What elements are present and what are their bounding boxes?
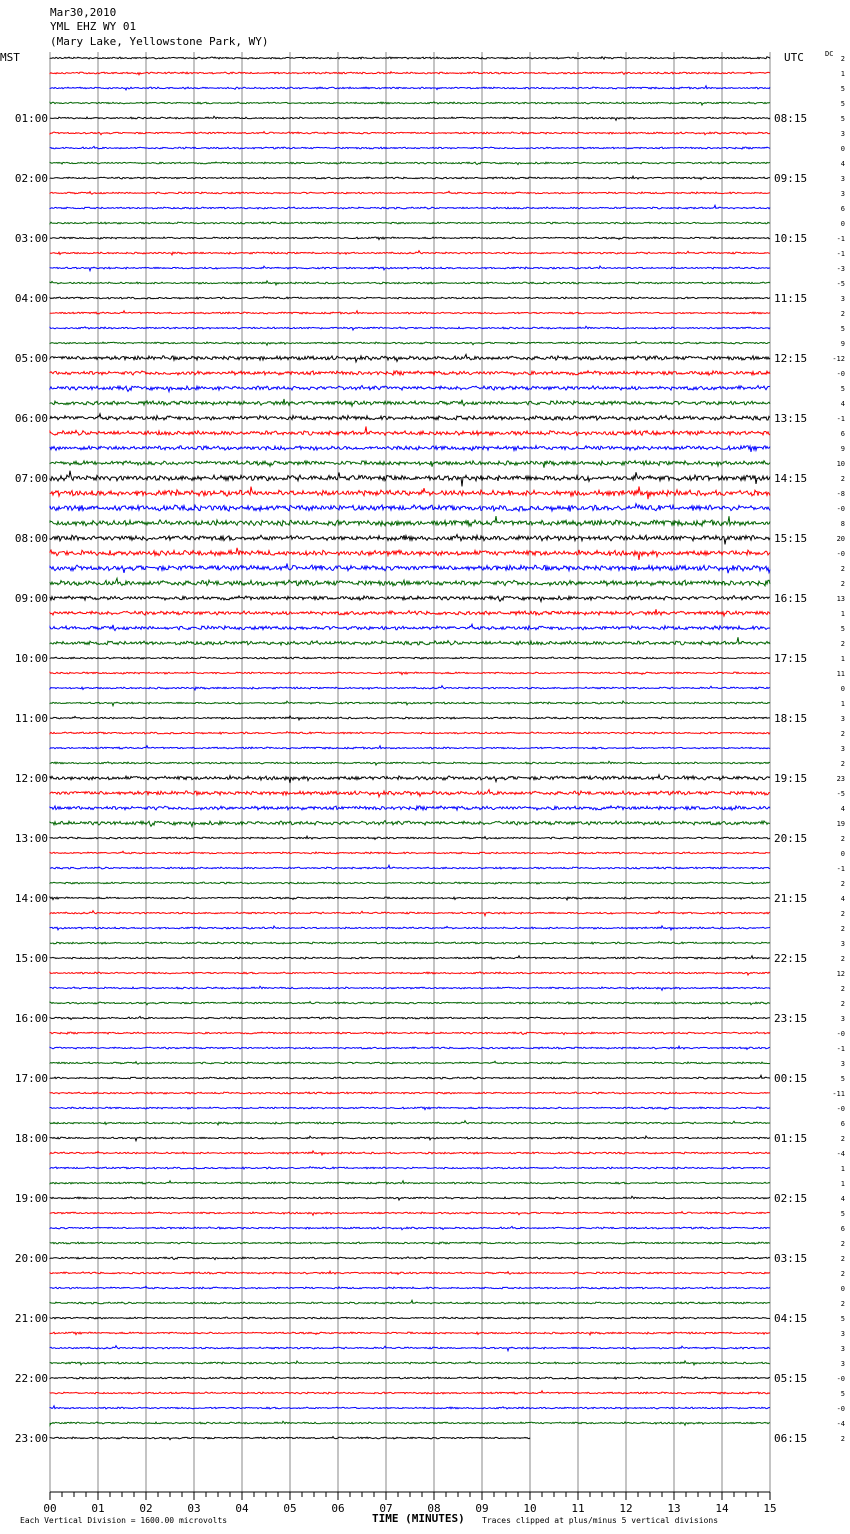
- dc-offset-label: -0: [836, 1105, 845, 1113]
- dc-offset-label: -5: [836, 280, 845, 288]
- trace-line: [50, 516, 770, 526]
- utc-hour-label: 23:15: [774, 1012, 808, 1025]
- trace-line: [50, 1092, 770, 1094]
- dc-offset-label: 2: [840, 880, 845, 888]
- trace-line: [50, 191, 770, 194]
- left-axis-title: MST: [0, 51, 20, 64]
- trace-line: [50, 1107, 770, 1110]
- dc-offset-label: 5: [840, 1210, 845, 1218]
- utc-hour-label: 15:15: [774, 532, 808, 545]
- dc-offset-label: 19: [836, 820, 845, 828]
- dc-offset-label: 11: [836, 670, 845, 678]
- trace-line: [50, 1226, 770, 1229]
- dc-offset-label: 3: [840, 1060, 845, 1068]
- trace-line: [50, 851, 770, 854]
- utc-hour-label: 04:15: [774, 1312, 808, 1325]
- header-location: (Mary Lake, Yellowstone Park, WY): [50, 35, 269, 48]
- utc-hour-label: 22:15: [774, 952, 808, 965]
- dc-offset-label: 2: [840, 925, 845, 933]
- trace-line: [50, 237, 770, 240]
- trace-line: [50, 487, 770, 500]
- dc-offset-labels: [832, 55, 845, 1443]
- utc-hour-label: 19:15: [774, 772, 808, 785]
- dc-offset-label: 3: [840, 190, 845, 198]
- dc-offset-label: 2: [840, 1240, 845, 1248]
- trace-line: [50, 761, 770, 765]
- trace-line: [50, 1046, 770, 1049]
- dc-offset-label: -11: [832, 1090, 845, 1098]
- dc-offset-label: 2: [840, 565, 845, 573]
- trace-line: [50, 1346, 770, 1351]
- trace-line: [50, 806, 770, 810]
- trace-line: [50, 311, 770, 314]
- dc-offset-label: 20: [836, 535, 845, 543]
- trace-line: [50, 775, 770, 783]
- mst-hour-label: 16:00: [14, 1012, 48, 1025]
- dc-offset-label: -4: [836, 1420, 845, 1428]
- trace-line: [50, 1136, 770, 1141]
- utc-hour-label: 05:15: [774, 1372, 808, 1385]
- trace-line: [50, 297, 770, 300]
- dc-offset-label: 3: [840, 1330, 845, 1338]
- dc-offset-label: 1: [840, 700, 845, 708]
- trace-line: [50, 637, 770, 645]
- trace-line: [50, 790, 770, 797]
- x-tick-label: 10: [523, 1502, 537, 1515]
- dc-offset-label: 2: [840, 760, 845, 768]
- dc-offset-label: 1: [840, 610, 845, 618]
- trace-line: [50, 972, 770, 975]
- dc-offset-label: -1: [836, 1045, 845, 1053]
- dc-offset-label: -12: [832, 355, 845, 363]
- trace-line: [50, 326, 770, 330]
- trace-line: [50, 281, 770, 285]
- trace-line: [50, 399, 770, 406]
- dc-offset-label: 2: [840, 1270, 845, 1278]
- dc-offset-label: 3: [840, 1345, 845, 1353]
- dc-offset-label: -0: [836, 370, 845, 378]
- mst-hour-label: 07:00: [14, 472, 48, 485]
- utc-hour-labels: [774, 112, 807, 1445]
- trace-line: [50, 1032, 770, 1035]
- dc-offset-label: 3: [840, 940, 845, 948]
- dc-offset-label: 2: [840, 955, 845, 963]
- trace-line: [50, 176, 770, 179]
- footer-scale-note: Each Vertical Division = 1600.00 microvolts: [20, 1516, 228, 1525]
- dc-offset-label: 2: [840, 835, 845, 843]
- dc-offset-label: 12: [836, 970, 845, 978]
- dc-offset-label: 2: [840, 910, 845, 918]
- utc-hour-label: 03:15: [774, 1252, 808, 1265]
- x-tick-label: 09: [475, 1502, 489, 1515]
- x-tick-label: 11: [571, 1502, 585, 1515]
- utc-hour-label: 08:15: [774, 112, 808, 125]
- mst-hour-label: 22:00: [14, 1372, 48, 1385]
- trace-line: [50, 354, 770, 362]
- dc-offset-label: 3: [840, 175, 845, 183]
- trace-line: [50, 564, 770, 574]
- trace-line: [50, 414, 770, 420]
- trace-line: [50, 1332, 770, 1335]
- dc-offset-label: 5: [840, 1315, 845, 1323]
- trace-line: [50, 882, 770, 884]
- mst-hour-label: 15:00: [14, 952, 48, 965]
- mst-hour-label: 21:00: [14, 1312, 48, 1325]
- trace-line: [50, 205, 770, 209]
- trace-line: [50, 1181, 770, 1184]
- dc-offset-label: 2: [840, 1000, 845, 1008]
- dc-offset-label: 2: [840, 310, 845, 318]
- dc-offset-label: 3: [840, 130, 845, 138]
- dc-offset-label: 5: [840, 1390, 845, 1398]
- trace-line: [50, 1121, 770, 1125]
- header-station: YML EHZ WY 01: [50, 20, 137, 33]
- trace-line: [50, 911, 770, 916]
- dc-offset-label: -0: [836, 1030, 845, 1038]
- dc-offset-label: 3: [840, 295, 845, 303]
- trace-line: [50, 1257, 770, 1260]
- mst-hour-label: 03:00: [14, 232, 48, 245]
- dc-offset-label: -0: [836, 1375, 845, 1383]
- dc-offset-label: 23: [836, 775, 845, 783]
- x-tick-label: 03: [187, 1502, 201, 1515]
- trace-line: [50, 1406, 770, 1409]
- utc-hour-label: 14:15: [774, 472, 808, 485]
- mst-hour-label: 06:00: [14, 412, 48, 425]
- trace-line: [50, 116, 770, 120]
- trace-line: [50, 1391, 770, 1394]
- dc-offset-label: -1: [836, 415, 845, 423]
- trace-line: [50, 897, 770, 900]
- mst-hour-label: 17:00: [14, 1072, 48, 1085]
- trace-line: [50, 427, 770, 436]
- dc-offset-label: 2: [840, 55, 845, 63]
- trace-line: [50, 1167, 770, 1170]
- x-tick-label: 14: [715, 1502, 729, 1515]
- dc-offset-label: 5: [840, 100, 845, 108]
- dc-offset-label: 5: [840, 115, 845, 123]
- trace-line: [50, 386, 770, 392]
- trace-line: [50, 57, 770, 59]
- dc-offset-label: 2: [840, 1435, 845, 1443]
- dc-offset-label: 4: [840, 400, 845, 408]
- dc-offset-label: 2: [840, 475, 845, 483]
- x-tick-label: 06: [331, 1502, 345, 1515]
- trace-line: [50, 251, 770, 255]
- trace-line: [50, 162, 770, 165]
- dc-offset-label: 5: [840, 385, 845, 393]
- dc-offset-label: -1: [836, 865, 845, 873]
- utc-hour-label: 09:15: [774, 172, 808, 185]
- mst-hour-label: 20:00: [14, 1252, 48, 1265]
- x-tick-label: 07: [379, 1502, 393, 1515]
- dc-offset-label: 2: [840, 985, 845, 993]
- dc-offset-label: -3: [836, 265, 845, 273]
- dc-offset-label: 10: [836, 460, 845, 468]
- footer-clip-note: Traces clipped at plus/minus 5 vertical divisions: [482, 1516, 719, 1525]
- dc-offset-label: 1: [840, 1165, 845, 1173]
- utc-hour-label: 12:15: [774, 352, 808, 365]
- mst-hour-label: 14:00: [14, 892, 48, 905]
- trace-line: [50, 72, 770, 75]
- x-tick-label: 05: [283, 1502, 297, 1515]
- utc-hour-label: 02:15: [774, 1192, 808, 1205]
- dc-offset-label: 0: [840, 850, 845, 858]
- dc-offset-label: 5: [840, 85, 845, 93]
- trace-line: [50, 222, 770, 224]
- utc-hour-label: 10:15: [774, 232, 808, 245]
- dc-offset-label: 13: [836, 595, 845, 603]
- mst-hour-label: 09:00: [14, 592, 48, 605]
- trace-line: [50, 865, 770, 869]
- mst-hour-label: 18:00: [14, 1132, 48, 1145]
- mst-hour-label: 23:00: [14, 1432, 48, 1445]
- dc-offset-label: 1: [840, 70, 845, 78]
- trace-line: [50, 624, 770, 630]
- mst-hour-label: 08:00: [14, 532, 48, 545]
- trace-line: [50, 132, 770, 135]
- trace-line: [50, 1361, 770, 1365]
- dc-offset-label: 3: [840, 745, 845, 753]
- trace-line: [50, 672, 770, 675]
- utc-hour-label: 01:15: [774, 1132, 808, 1145]
- mst-hour-label: 12:00: [14, 772, 48, 785]
- trace-line: [50, 446, 770, 452]
- trace-line: [50, 342, 770, 346]
- dc-offset-label: 2: [840, 640, 845, 648]
- utc-hour-label: 16:15: [774, 592, 808, 605]
- dc-offset-label: -4: [836, 1150, 845, 1158]
- trace-line: [50, 1075, 770, 1079]
- trace-line: [50, 1300, 770, 1304]
- x-tick-label: 02: [139, 1502, 153, 1515]
- trace-line: [50, 371, 770, 375]
- x-tick-label: 04: [235, 1502, 249, 1515]
- dc-offset-label: -0: [836, 1405, 845, 1413]
- dc-offset-label: 8: [840, 520, 845, 528]
- trace-line: [50, 266, 770, 271]
- trace-line: [50, 1061, 770, 1064]
- trace-line: [50, 1286, 770, 1289]
- trace-line: [50, 578, 770, 586]
- x-tick-label: 12: [619, 1502, 633, 1515]
- mst-hour-label: 02:00: [14, 172, 48, 185]
- dc-offset-label: 9: [840, 340, 845, 348]
- trace-line: [50, 1196, 770, 1200]
- trace-line: [50, 956, 770, 959]
- trace-line: [50, 1317, 770, 1319]
- trace-line: [50, 86, 770, 90]
- mst-hour-label: 19:00: [14, 1192, 48, 1205]
- mst-hour-label: 11:00: [14, 712, 48, 725]
- mst-hour-label: 05:00: [14, 352, 48, 365]
- dc-offset-label: 9: [840, 445, 845, 453]
- x-tick-label: 08: [427, 1502, 441, 1515]
- dc-offset-label: 5: [840, 325, 845, 333]
- dc-offset-label: 2: [840, 580, 845, 588]
- dc-offset-label: -8: [836, 490, 845, 498]
- trace-line: [50, 1421, 770, 1425]
- trace-line: [50, 471, 770, 487]
- dc-offset-label: 4: [840, 895, 845, 903]
- trace-line: [50, 836, 770, 839]
- utc-hour-label: 06:15: [774, 1432, 808, 1445]
- x-tick-label: 00: [43, 1502, 57, 1515]
- trace-line: [50, 746, 770, 749]
- trace-line: [50, 146, 770, 149]
- dc-offset-label: -0: [836, 550, 845, 558]
- trace-line: [50, 926, 770, 930]
- dc-offset-label: 6: [840, 1120, 845, 1128]
- trace-line: [50, 548, 770, 560]
- trace-line: [50, 657, 770, 659]
- trace-line: [50, 596, 770, 602]
- x-tick-label: 13: [667, 1502, 681, 1515]
- dc-offset-label: 6: [840, 205, 845, 213]
- dc-title: DC: [825, 50, 834, 58]
- dc-offset-label: 5: [840, 625, 845, 633]
- utc-hour-label: 00:15: [774, 1072, 808, 1085]
- dc-offset-label: 6: [840, 1225, 845, 1233]
- trace-line: [50, 504, 770, 512]
- dc-offset-label: -1: [836, 250, 845, 258]
- trace-line: [50, 1377, 770, 1380]
- mst-hour-labels: [15, 112, 48, 1445]
- utc-hour-label: 13:15: [774, 412, 808, 425]
- x-axis-title: TIME (MINUTES): [372, 1512, 465, 1525]
- trace-line: [50, 1242, 770, 1244]
- trace-line: [50, 732, 770, 735]
- dc-offset-label: 3: [840, 1360, 845, 1368]
- dc-offset-label: 6: [840, 430, 845, 438]
- utc-hour-label: 20:15: [774, 832, 808, 845]
- dc-offset-label: 2: [840, 1135, 845, 1143]
- utc-hour-label: 17:15: [774, 652, 808, 665]
- dc-offset-label: 4: [840, 805, 845, 813]
- trace-line: [50, 461, 770, 468]
- trace-line: [50, 535, 770, 545]
- trace-line: [50, 942, 770, 945]
- dc-offset-label: 0: [840, 145, 845, 153]
- dc-offset-label: 4: [840, 160, 845, 168]
- dc-offset-label: 0: [840, 220, 845, 228]
- trace-group: [50, 57, 770, 1440]
- dc-offset-label: -1: [836, 235, 845, 243]
- mst-hour-label: 13:00: [14, 832, 48, 845]
- mst-hour-label: 01:00: [14, 112, 48, 125]
- trace-line: [50, 1016, 770, 1019]
- header-date: Mar30,2010: [50, 6, 117, 19]
- trace-line: [50, 701, 770, 706]
- trace-line: [50, 1002, 770, 1005]
- trace-line: [50, 686, 770, 690]
- trace-line: [50, 821, 770, 827]
- trace-line: [50, 609, 770, 616]
- mst-hour-label: 04:00: [14, 292, 48, 305]
- dc-offset-label: 2: [840, 730, 845, 738]
- dc-offset-label: 0: [840, 685, 845, 693]
- x-tick-label: 15: [763, 1502, 777, 1515]
- right-axis-title: UTC: [784, 51, 804, 64]
- mst-hour-label: 10:00: [14, 652, 48, 665]
- dc-offset-label: 4: [840, 1195, 845, 1203]
- trace-line: [50, 1212, 770, 1216]
- dc-offset-label: 0: [840, 1285, 845, 1293]
- utc-hour-label: 18:15: [774, 712, 808, 725]
- utc-hour-label: 21:15: [774, 892, 808, 905]
- trace-line: [50, 1151, 770, 1155]
- x-tick-label: 01: [91, 1502, 105, 1515]
- dc-offset-label: 1: [840, 1180, 845, 1188]
- trace-line: [50, 986, 770, 990]
- dc-offset-label: 3: [840, 715, 845, 723]
- dc-offset-label: -0: [836, 505, 845, 513]
- dc-offset-label: 3: [840, 1015, 845, 1023]
- dc-offset-label: 1: [840, 655, 845, 663]
- utc-hour-label: 11:15: [774, 292, 808, 305]
- trace-line: [50, 1271, 770, 1274]
- dc-offset-label: -5: [836, 790, 845, 798]
- dc-offset-label: 2: [840, 1255, 845, 1263]
- trace-line: [50, 102, 770, 105]
- dc-offset-label: 5: [840, 1075, 845, 1083]
- trace-line: [50, 716, 770, 720]
- dc-offset-label: 2: [840, 1300, 845, 1308]
